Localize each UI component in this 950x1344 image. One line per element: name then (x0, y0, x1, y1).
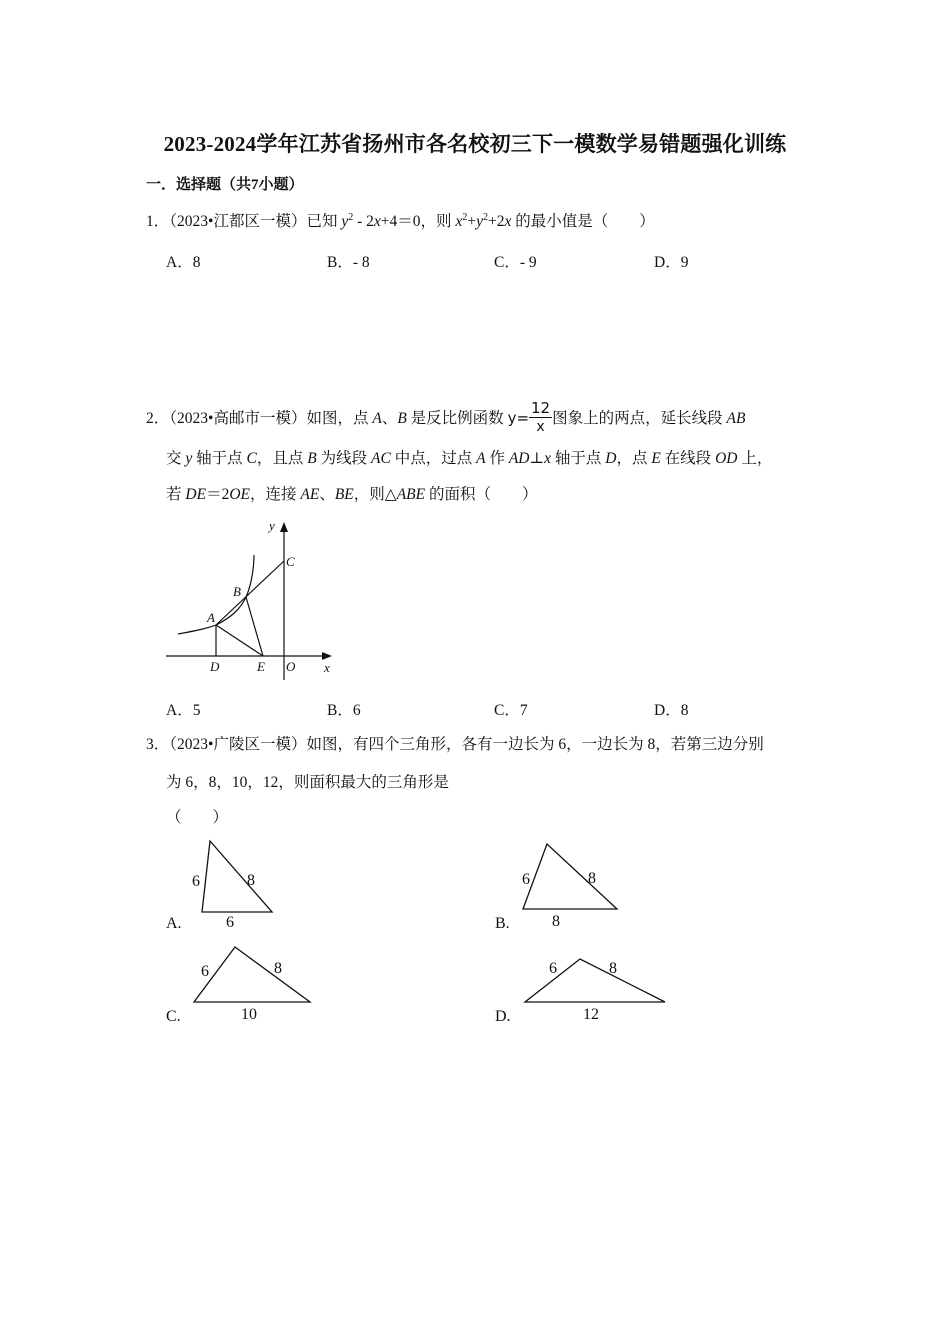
q1-option-c[interactable] (494, 250, 537, 272)
stem-text: ，点 (616, 450, 652, 467)
side-label: 6 (226, 914, 234, 931)
q1-option-a[interactable] (166, 250, 200, 272)
label-e: E (257, 659, 265, 674)
q2-option-d[interactable] (654, 698, 688, 720)
stem-text: + (467, 213, 477, 230)
line-ac (216, 561, 284, 625)
hyperbola-curve (178, 555, 254, 634)
label-o: O (286, 659, 296, 674)
var-y: y (476, 213, 483, 230)
stem-text: 若 (166, 486, 186, 503)
stem-text: ，则△ (353, 486, 397, 503)
triangle-a (202, 841, 272, 912)
var: AC (371, 450, 391, 467)
fraction (529, 399, 552, 436)
stem-text: +2 (487, 213, 505, 230)
option-label: C． (494, 254, 520, 271)
stem-text: 中点，过点 (390, 450, 477, 467)
option-label: A． (166, 702, 193, 719)
question-number: 1． (146, 213, 170, 230)
question-2-line-2 (166, 449, 772, 469)
stem-text: 如图，点 (306, 410, 373, 428)
var-y: y (341, 213, 349, 230)
option-value: 6 (352, 702, 361, 719)
option-value: - 8 (352, 254, 370, 271)
var: AD (508, 450, 530, 467)
q1-option-d[interactable] (654, 250, 688, 272)
var-b: B (397, 410, 407, 428)
triangle-b-label[interactable]: B. (495, 915, 510, 932)
side-label: 6 (201, 963, 209, 980)
var: A (476, 450, 486, 467)
stem-text: 是反比例函数 (406, 410, 504, 428)
label-x: x (324, 660, 330, 675)
label-b: B (233, 584, 241, 599)
label-d: D (210, 659, 220, 674)
question-2-line-1 (146, 401, 745, 438)
question-3-line-1 (146, 735, 764, 755)
var: D (605, 450, 617, 467)
side-label: 8 (609, 960, 617, 977)
triangle-b (523, 844, 617, 909)
var-ab: AB (726, 410, 746, 428)
stem-text: 作 (485, 450, 509, 467)
stem-text: 的面积（ ） (425, 486, 538, 503)
option-label: D． (654, 702, 681, 719)
stem-text: ，连接 (250, 486, 301, 503)
section-heading: 一．选择题（共7小题） (146, 177, 304, 193)
option-value: - 9 (519, 254, 537, 271)
q2-coordinate-figure (160, 510, 350, 690)
side-label: 8 (247, 872, 255, 889)
option-value: 5 (192, 702, 201, 719)
x-axis-arrow-icon (322, 652, 332, 660)
side-label: 8 (552, 913, 560, 930)
stem-text: ＝2 (206, 486, 230, 503)
var-x: x (504, 213, 512, 230)
question-number: 3． (146, 736, 170, 753)
side-label: 12 (583, 1006, 599, 1023)
exponent: 2 (348, 212, 354, 223)
question-3-line-2: 为 6，8，10，12，则面积最大的三角形是 (166, 774, 449, 791)
label-c: C (286, 554, 295, 569)
option-value: 8 (680, 702, 689, 719)
label-a: A (207, 610, 215, 625)
formula-lhs: y= (507, 409, 530, 428)
stem-text: 上， (737, 450, 773, 467)
exponent: 2 (462, 212, 468, 223)
side-label: 6 (522, 871, 530, 888)
option-value: 8 (192, 254, 201, 271)
triangle-d-label[interactable]: D. (495, 1008, 511, 1025)
var: AE (300, 486, 320, 503)
document-title: 2023-2024学年江苏省扬州市各名校初三下一模数学易错题强化训练 (163, 132, 787, 156)
q2-option-a[interactable] (166, 698, 200, 720)
question-1-stem (146, 212, 655, 232)
question-2-line-3 (166, 485, 538, 505)
fraction-denominator: x (536, 419, 545, 435)
triangle-a-label[interactable]: A. (166, 915, 182, 932)
var: OE (229, 486, 250, 503)
stem-text: 图象上的两点，延长线段 (552, 410, 727, 428)
side-label: 10 (241, 1006, 257, 1023)
question-source: （2023•高邮市一模） (169, 410, 307, 428)
triangle-c-label[interactable]: C. (166, 1008, 181, 1025)
option-label: A． (166, 254, 193, 271)
stem-text: 已知 (306, 213, 342, 230)
label-y: y (269, 518, 275, 533)
var-x: x (455, 213, 463, 230)
q3-triangle-figures (150, 830, 680, 1040)
var: C (246, 450, 257, 467)
stem-text: 、 (381, 410, 398, 428)
question-number: 2． (146, 410, 170, 428)
side-label: 8 (274, 960, 282, 977)
option-value: 9 (680, 254, 689, 271)
var: BE (334, 486, 354, 503)
stem-text: 轴于点 (192, 450, 247, 467)
question-source: （2023•广陵区一模） (169, 736, 307, 753)
stem-text: +4＝0，则 (380, 213, 456, 230)
q1-option-b[interactable] (327, 250, 370, 272)
var: OD (715, 450, 738, 467)
question-3-answer-blank: （ ） (166, 809, 229, 826)
stem-text: - 2 (353, 213, 374, 230)
triangle-d (525, 959, 665, 1002)
stem-text: 的最小值是（ ） (511, 213, 655, 230)
var: x (544, 450, 551, 467)
side-label: 8 (588, 870, 596, 887)
stem-text: ⊥ (529, 450, 545, 467)
option-label: D． (654, 254, 681, 271)
exponent: 2 (482, 212, 488, 223)
var-x: x (373, 213, 381, 230)
var: ABE (396, 486, 426, 503)
stem-text: 轴于点 (550, 450, 606, 467)
stem-text: 交 (166, 450, 186, 467)
option-value: 7 (519, 702, 528, 719)
stem-text: 、 (319, 486, 335, 503)
question-source: （2023•江都区一模） (169, 213, 307, 230)
triangle-c (194, 947, 310, 1002)
side-label: 6 (549, 960, 557, 977)
stem-text: ，且点 (256, 450, 308, 467)
stem-text: 在线段 (660, 450, 716, 467)
option-label: B． (327, 702, 353, 719)
option-label: B． (327, 254, 353, 271)
side-label: 6 (192, 873, 200, 890)
y-axis-arrow-icon (280, 522, 288, 532)
var: y (185, 450, 193, 467)
var-a: A (372, 410, 382, 428)
stem-text: 为线段 (316, 450, 372, 467)
fraction-numerator: 12 (531, 399, 551, 417)
q2-option-b[interactable] (327, 698, 361, 720)
var: DE (185, 486, 207, 503)
var: E (651, 450, 661, 467)
var: B (307, 450, 317, 467)
option-label: C． (494, 702, 520, 719)
stem-text: 如图，有四个三角形，各有一边长为 6，一边长为 8，若第三边分别 (306, 736, 764, 753)
q2-option-c[interactable] (494, 698, 528, 720)
